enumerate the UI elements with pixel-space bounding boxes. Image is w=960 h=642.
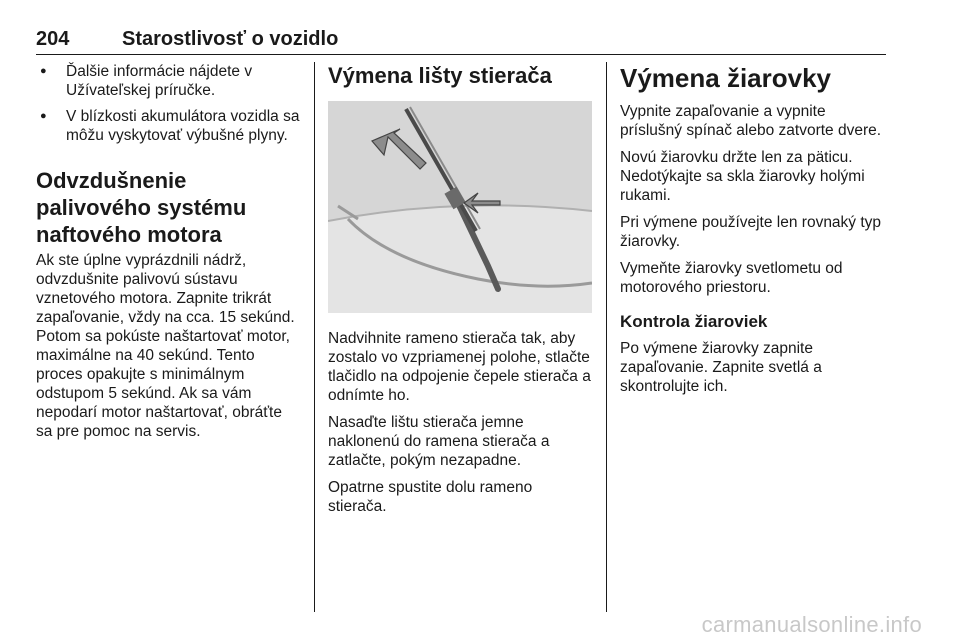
bullet-item: ● Ďalšie informácie nájdete v Užívateľskej príručke. — [36, 62, 302, 100]
page-number: 204 — [36, 28, 70, 50]
bulb-check-paragraph: Po výmene žiarovky zapnite zapaľovanie. Zapnite svetlá a skontrolujte ich. — [620, 340, 822, 395]
wiper-paragraph-2: Nasaďte lištu stierača jemne naklonenú do ramena stierača a zatlačte, pokým nezapadne. — [328, 414, 550, 469]
column-right — [620, 62, 882, 404]
wiper-blade-illustration-icon — [328, 101, 592, 313]
wiper-paragraph-3: Opatrne spustite dolu rameno stierača. — [328, 479, 533, 515]
column-middle — [328, 62, 592, 524]
bulb-paragraph-2: Novú žiarovku držte len za päticu. Nedotýkajte sa skla žiarovky holými rukami. — [620, 149, 865, 204]
bulb-paragraph-1: Vypnite zapaľovanie a vypnite príslušný spínač alebo zatvorte dvere. — [620, 103, 882, 139]
bulb-paragraph-4: Vymeňte žiarovky svetlometu od motorového priestoru. — [620, 260, 843, 296]
column-divider-left — [314, 62, 315, 612]
bullet-item: ● V blízkosti akumulátora vozidla sa môžu vyskytovať výbušné plyny. — [36, 107, 302, 145]
column-left — [36, 62, 302, 449]
fuel-bleeding-paragraph: Ak ste úplne vyprázdnili nádrž, odvzdušnite palivovú sústavu vznetového motora. Zapnite trikrát zapaľovanie, vždy na cca. 15 sekúnd. Potom sa pokúste naštartovať motor, maximálne na 40 sekúnd. Tento proces opakujte s minimálnym odstupom 5 sekúnd. Ak sa vám nepodarí motor naštartovať, obráťte sa pre pomoc na servis. — [36, 252, 295, 440]
page-title: Starostlivosť o vozidlo — [122, 28, 339, 50]
subsection-title-bulb-check: Kontrola žiaroviek — [620, 312, 768, 331]
wiper-paragraph-1: Nadvihnite rameno stierača tak, aby zostalo vo vzpriamenej polohe, stlačte tlačidlo na odpojenie čepele stierača a odnímte ho. — [328, 330, 591, 404]
column-divider-right — [606, 62, 607, 612]
section-title-fuel-bleeding: Odvzdušnenie palivového systému naftového motora — [36, 168, 247, 247]
page-header — [36, 28, 886, 55]
bulb-paragraph-3: Pri výmene používejte len rovnaký typ žiarovky. — [620, 214, 882, 250]
section-title-bulb: Výmena žiarovky — [620, 63, 832, 93]
section-title-wiper: Výmena lišty stierača — [328, 63, 552, 88]
bullet-list — [36, 62, 302, 145]
watermark: carmanualsonline.info — [701, 612, 922, 637]
